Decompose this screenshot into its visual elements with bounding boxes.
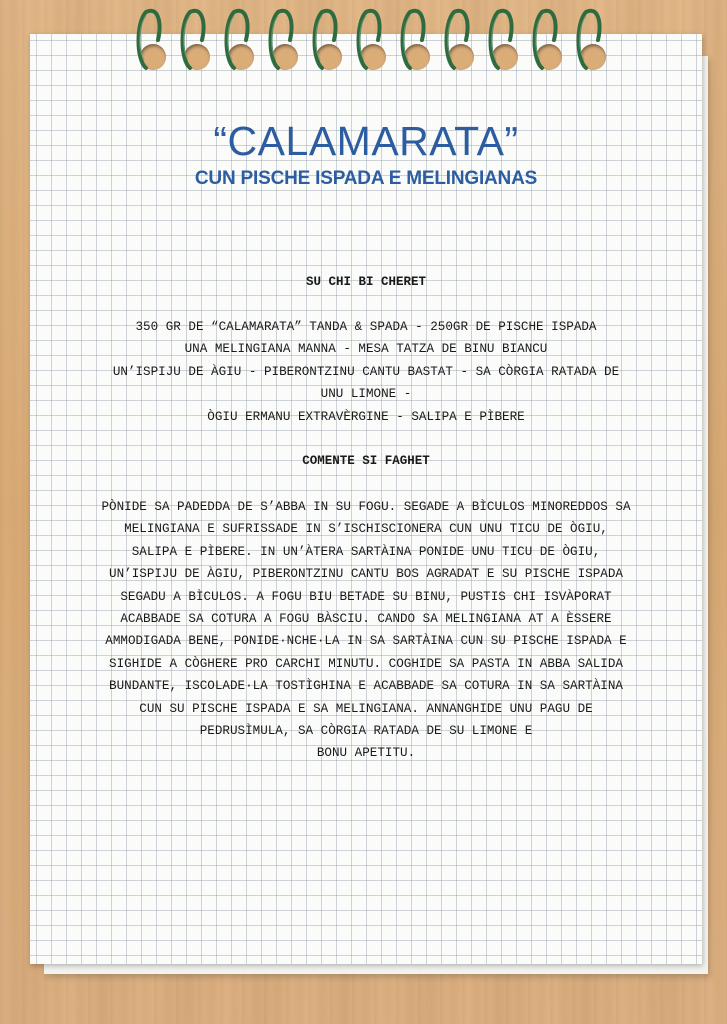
- method-line: BUNDANTE, ISCOLADE·LA TOSTÌGHINA E ACABBADE SA COTURA IN SA SARTÀINA: [109, 679, 623, 694]
- ingredient-line: UNU LIMONE -: [320, 387, 412, 402]
- method-line: UN’ISPIJU DE ÀGIU, PIBERONTZINU CANTU BOS AGRADAT E SU PISCHE ISPADA: [109, 567, 623, 582]
- method-text: [66, 496, 666, 765]
- method-line: SALIPA E PÌBERE. IN UN’ÀTERA SARTÀINA PONIDE UNU TICU DE ÒGIU,: [131, 544, 601, 559]
- method-line: AMMODIGADA BENE, PONIDE·NCHE·LA IN SA SARTÀINA CUN SU PISCHE ISPADA E: [105, 634, 627, 649]
- method-line: SEGADU A BÌCULOS. A FOGU BIU BETADE SU BINU, PUSTIS CHI ISVÀPORAT: [120, 589, 612, 604]
- punch-hole: [448, 44, 474, 70]
- punch-hole: [228, 44, 254, 70]
- recipe-title: “CALAMARATA”: [213, 118, 519, 164]
- punch-hole: [404, 44, 430, 70]
- punch-hole: [140, 44, 166, 70]
- ingredients-heading: SU CHI BI CHERET: [305, 275, 427, 289]
- method-line: PÒNIDE SA PADEDDA DE S’ABBA IN SU FOGU. SEGADE A BÌCULOS MINOREDDOS SA: [101, 500, 631, 514]
- method-line: PEDRUSÌMULA, SA CÒRGIA RATADA DE SU LIMONE E: [199, 724, 533, 739]
- ingredient-line: UN’ISPIJU DE ÀGIU - PIBERONTZINU CANTU BASTAT - SA CÒRGIA RATADA DE: [112, 364, 620, 379]
- punch-hole: [580, 44, 606, 70]
- method-line: CUN SU PISCHE ISPADA E SA MELINGIANA. ANNANGHIDE UNU PAGU DE: [139, 701, 593, 716]
- recipe-subtitle: CUN PISCHE ISPADA E MELINGIANAS: [194, 168, 538, 189]
- ingredient-line: ÒGIU ERMANU EXTRAVÈRGINE - SALIPA E PÌBERE: [207, 409, 525, 424]
- punch-hole: [272, 44, 298, 70]
- punch-hole: [536, 44, 562, 70]
- method-heading: COMENTE SI FAGHET: [302, 454, 430, 468]
- ingredient-line: 350 GR DE “CALAMARATA” TANDA & SPADA - 250GR DE PISCHE ISPADA: [135, 320, 597, 334]
- method-line: MELINGIANA E SUFRISSADE IN S’ISCHISCIONERA CUN UNU TICU DE ÒGIU,: [124, 522, 608, 537]
- punch-holes: [30, 44, 702, 74]
- method-line: BONU APETITU.: [316, 746, 416, 761]
- method-line: SIGHIDE A CÒGHERE PRO CARCHI MINUTU. COGHIDE SA PASTA IN ABBA SALIDA: [109, 656, 623, 671]
- punch-hole: [360, 44, 386, 70]
- punch-hole: [316, 44, 342, 70]
- punch-hole: [492, 44, 518, 70]
- ingredients-list: [66, 316, 666, 428]
- punch-hole: [184, 44, 210, 70]
- ingredient-line: UNA MELINGIANA MANNA - MESA TATZA DE BINU BIANCU: [184, 342, 548, 357]
- method-line: ACABBADE SA COTURA A FOGU BÀSCIU. CANDO SA MELINGIANA AT A ÈSSERE: [120, 612, 612, 627]
